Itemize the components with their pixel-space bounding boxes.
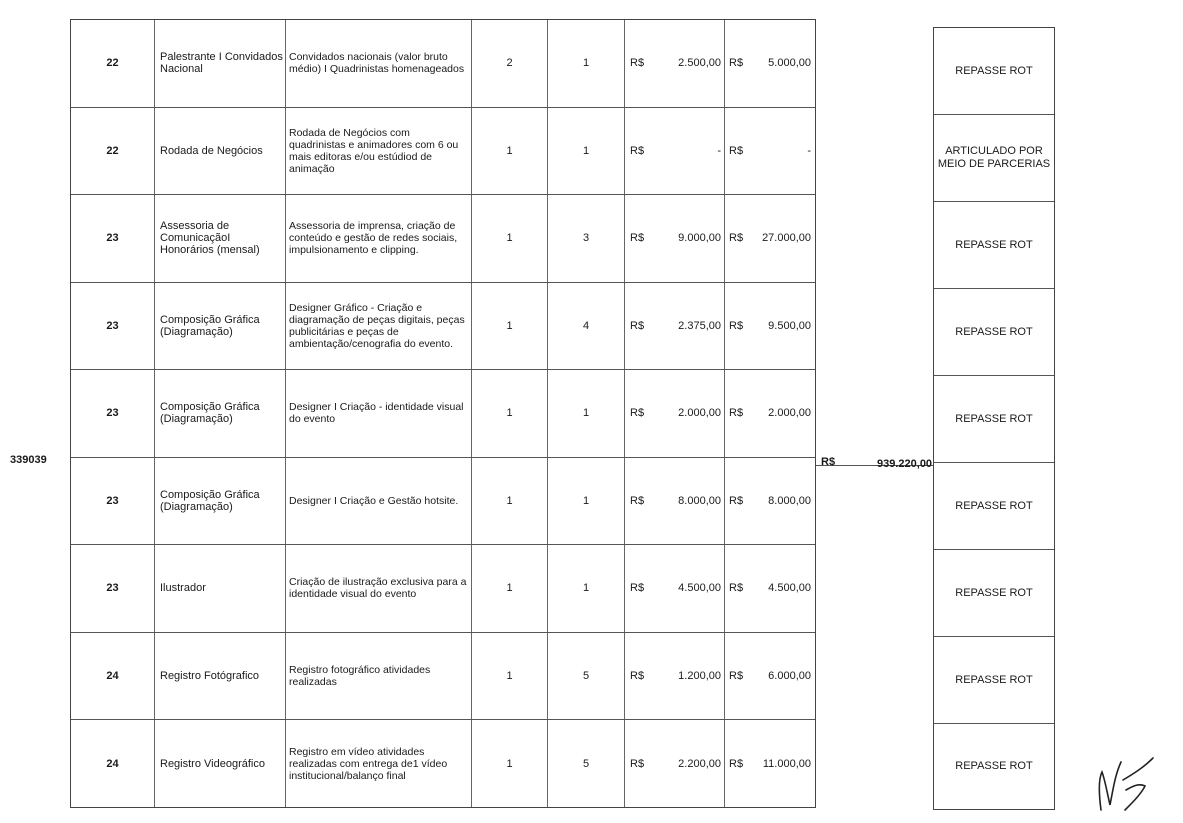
status-cell: REPASSE ROT (934, 550, 1054, 637)
unit-currency: R$ (630, 144, 645, 157)
item-name: Composição Gráfica (Diagramação) (155, 370, 286, 457)
status-column (933, 27, 1055, 810)
status-cell: REPASSE ROT (934, 289, 1054, 376)
item-quantity: 1 (472, 633, 548, 720)
unit-currency: R$ (630, 407, 645, 420)
item-quantity: 2 (472, 20, 548, 107)
item-description: Assessoria de imprensa, criação de conteúdo e gestão de redes sociais, impulsionamento e clipping. (286, 195, 472, 282)
unit-value: 4.500,00 (648, 545, 725, 632)
total-currency: R$ (729, 582, 744, 595)
item-name: Composição Gráfica (Diagramação) (155, 283, 286, 370)
item-number: 23 (71, 370, 155, 457)
unit-currency: R$ (630, 319, 645, 332)
item-number: 24 (71, 633, 155, 720)
unit-value: 2.500,00 (648, 20, 725, 107)
table-row (71, 370, 815, 458)
item-multiplier: 1 (548, 370, 625, 457)
item-name: Composição Gráfica (Diagramação) (155, 458, 286, 545)
table-row (71, 108, 815, 196)
item-quantity: 1 (472, 720, 548, 807)
total-currency: R$ (729, 57, 744, 70)
status-cell: REPASSE ROT (934, 463, 1054, 550)
total-currency: R$ (729, 144, 744, 157)
item-multiplier: 1 (548, 108, 625, 195)
item-description: Registro em vídeo atividades realizadas com entrega de1 vídeo institucional/balanço final (286, 720, 472, 807)
handwritten-signature (1093, 750, 1159, 815)
unit-value: 2.000,00 (648, 370, 725, 457)
item-description: Designer I Criação - identidade visual do evento (286, 370, 472, 457)
status-cell: REPASSE ROT (955, 760, 1033, 772)
item-multiplier: 1 (548, 458, 625, 545)
item-description: Registro fotográfico atividades realizadas (286, 633, 472, 720)
item-quantity: 1 (472, 108, 548, 195)
status-cell: REPASSE ROT (934, 637, 1054, 724)
unit-value: 8.000,00 (648, 458, 725, 545)
total-value: 6.000,00 (768, 669, 811, 682)
unit-currency: R$ (630, 57, 645, 70)
table-row (71, 720, 815, 807)
item-name: Ilustrador (155, 545, 286, 632)
item-quantity: 1 (472, 195, 548, 282)
status-cell: ARTICULADO POR MEIO DE PARCERIAS (934, 115, 1054, 202)
item-name: Assessoria de ComunicaçãoI Honorários (mensal) (155, 195, 286, 282)
item-description: Designer Gráfico - Criação e diagramação de peças digitais, peças publicitárias e peças de ambientação/cenografia do evento. (286, 283, 472, 370)
unit-value: 1.200,00 (648, 633, 725, 720)
total-currency: R$ (729, 494, 744, 507)
table-row (71, 545, 815, 633)
item-quantity: 1 (472, 283, 548, 370)
item-name: Palestrante I Convidados Nacional (155, 20, 286, 107)
unit-value: 2.200,00 (648, 720, 725, 807)
total-currency: R$ (729, 232, 744, 245)
status-cell: REPASSE ROT (934, 376, 1054, 463)
item-multiplier: 4 (548, 283, 625, 370)
total-value: 5.000,00 (768, 57, 811, 70)
item-quantity: 1 (472, 545, 548, 632)
total-value: 4.500,00 (768, 582, 811, 595)
table-row (71, 633, 815, 721)
table-row (71, 20, 815, 108)
table-row (71, 195, 815, 283)
item-multiplier: 5 (548, 720, 625, 807)
item-number: 22 (71, 108, 155, 195)
total-value: 9.500,00 (768, 319, 811, 332)
item-number: 22 (71, 20, 155, 107)
budget-table (70, 19, 816, 808)
table-row (71, 283, 815, 371)
item-number: 23 (71, 458, 155, 545)
item-multiplier: 5 (548, 633, 625, 720)
item-description: Rodada de Negócios com quadrinistas e animadores com 6 ou mais editoras e/ou estúdiod de animação (286, 108, 472, 195)
item-name: Registro Fotógrafico (155, 633, 286, 720)
item-description: Convidados nacionais (valor bruto médio) I Quadrinistas homenageados (286, 20, 472, 107)
unit-currency: R$ (630, 669, 645, 682)
unit-value: - (648, 108, 725, 195)
item-quantity: 1 (472, 458, 548, 545)
total-currency: R$ (729, 757, 744, 770)
item-description: Designer I Criação e Gestão hotsite. (286, 458, 472, 545)
item-multiplier: 1 (548, 545, 625, 632)
total-value: 27.000,00 (762, 232, 811, 245)
unit-currency: R$ (630, 494, 645, 507)
unit-value: 2.375,00 (648, 283, 725, 370)
item-number: 24 (71, 720, 155, 807)
total-value: 11.000,00 (762, 757, 811, 770)
item-name: Registro Videográfico (155, 720, 286, 807)
table-row (71, 458, 815, 546)
grand-total-value: 939.220,00 (877, 458, 933, 470)
element-code: 339039 (10, 454, 47, 466)
grand-total-currency: R$ (821, 456, 836, 468)
unit-value: 9.000,00 (648, 195, 725, 282)
unit-currency: R$ (630, 232, 645, 245)
item-quantity: 1 (472, 370, 548, 457)
unit-currency: R$ (630, 582, 645, 595)
status-cell: REPASSE ROT (934, 202, 1054, 289)
total-currency: R$ (729, 319, 744, 332)
total-value: 8.000,00 (768, 494, 811, 507)
total-currency: R$ (729, 669, 744, 682)
item-number: 23 (71, 545, 155, 632)
item-name: Rodada de Negócios (155, 108, 286, 195)
unit-currency: R$ (630, 757, 645, 770)
item-description: Criação de ilustração exclusiva para a identidade visual do evento (286, 545, 472, 632)
item-multiplier: 3 (548, 195, 625, 282)
status-cell: REPASSE ROT (934, 28, 1054, 115)
item-multiplier: 1 (548, 20, 625, 107)
total-value: 2.000,00 (768, 407, 811, 420)
item-number: 23 (71, 283, 155, 370)
total-value: - (807, 144, 811, 157)
total-currency: R$ (729, 407, 744, 420)
item-number: 23 (71, 195, 155, 282)
